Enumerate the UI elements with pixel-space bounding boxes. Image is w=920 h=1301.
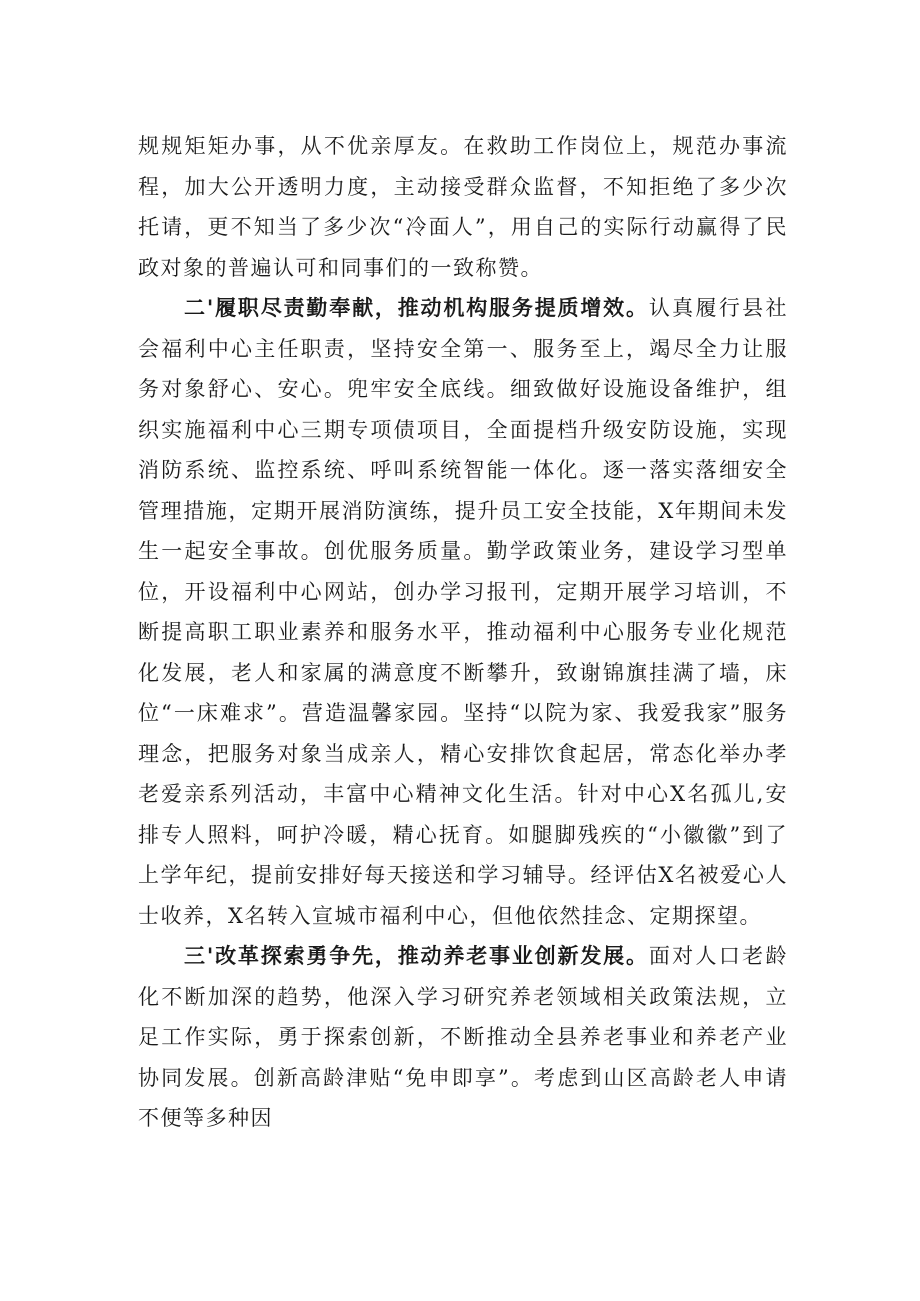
paragraph-2-text: 认真履行县社会福利中心主任职责，坚持安全第一、服务至上，竭尽全力让服务对象舒心、安心。兜牢安全底线。细致做好设施设备维护，组织实施福利中心三期专项债项目，全面提档升级安防设施，实现消防系统、监控系统、呼叫系统智能一体化。逐一落实落细安全管理措施，定期开展消防演练，提升员工安全技能，X年期间未发生一起安全事故。创优服务质量。勤学政策业务，建设学习型单位，开设福利中心网站，创办学习报刊，定期开展学习培训，不断提高职工职业素养和服务水平，推动福利中心服务专业化规范化发展，老人和家属的满意度不断攀升，致谢锦旗挂满了墙，床位“一床难求”。营造温馨家园。坚持“以院为家、我爱我家”服务理念，把服务对象当成亲人，精心安排饮食起居，常态化举办孝老爱亲系列活动，丰富中心精神文化生活。针对中心X名孤儿,安排专人照料，呵护冷暖，精心抚育。如腿脚残疾的“小徽徽”到了上学年纪，提前安排好每天接送和学习辅导。经评估X名被爱心人士收养，X名转入宣城市福利中心，但他依然挂念、定期探望。 bbox=[138, 296, 788, 928]
paragraph-2 bbox=[138, 288, 788, 936]
paragraph-1 bbox=[138, 126, 788, 288]
paragraph-3-text: 面对人口老龄化不断加深的趋势，他深入学习研究养老领域相关政策法规，立足工作实际，勇于探索创新，不断推动全县养老事业和养老产业协同发展。创新高龄津贴“免申即享”。考虑到山区高龄老人申请不便等多种因 bbox=[138, 944, 788, 1130]
section-heading-3: 三'改革探索勇争先，推动养老事业创新发展。 bbox=[184, 944, 649, 968]
paragraph-1-text: 规规矩矩办事，从不优亲厚友。在救助工作岗位上，规范办事流程，加大公开透明力度，主动接受群众监督，不知拒绝了多少次托请，更不知当了多少次“冷面人”，用自己的实际行动赢得了民政对象的普遍认可和同事们的一致称赞。 bbox=[138, 134, 788, 280]
document-body bbox=[138, 126, 788, 1139]
paragraph-3 bbox=[138, 936, 788, 1139]
section-heading-2: 二'履职尽责勤奉献，推动机构服务提质增效。 bbox=[184, 296, 649, 320]
